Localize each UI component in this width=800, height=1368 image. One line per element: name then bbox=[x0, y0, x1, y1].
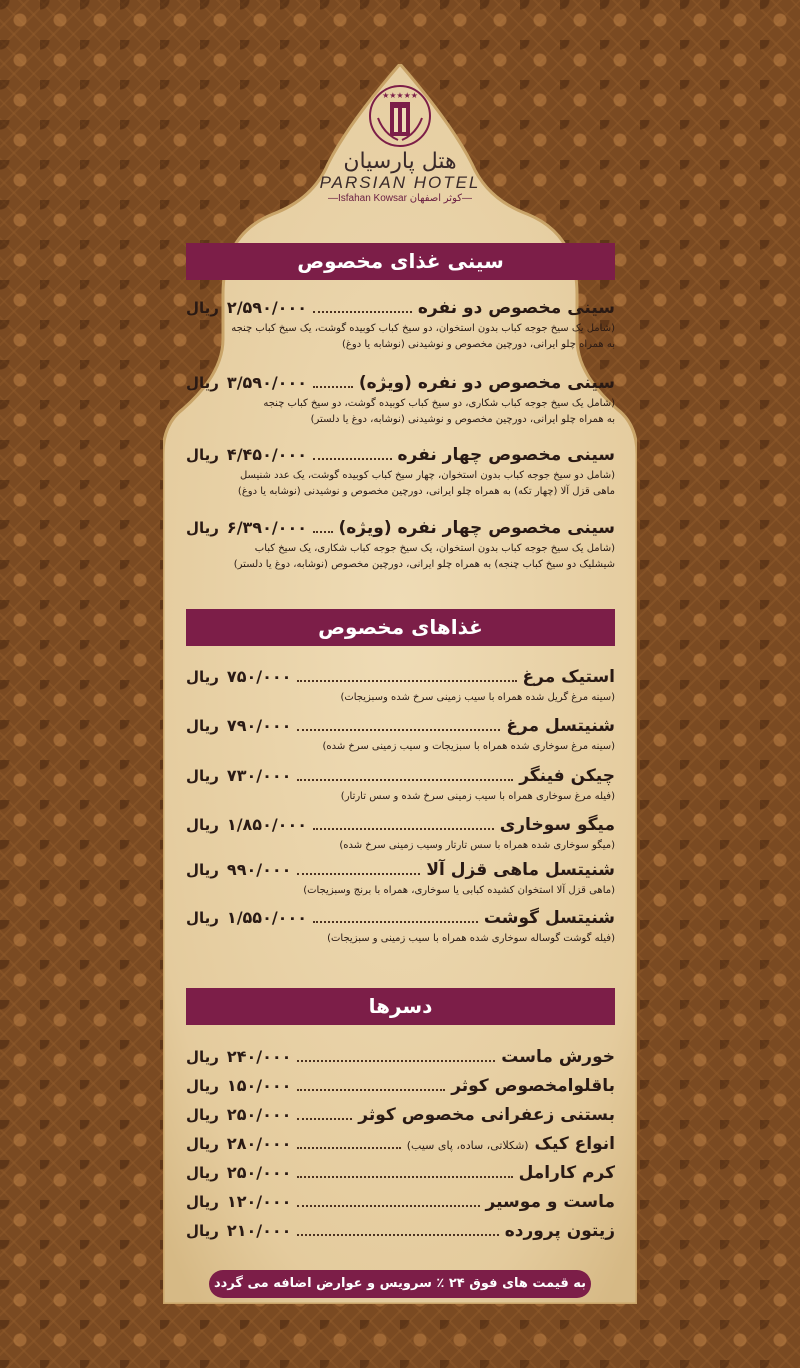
leader-dots bbox=[297, 1220, 498, 1236]
currency-label: ریال bbox=[186, 446, 219, 464]
section-header-desserts: دسرها bbox=[186, 988, 615, 1025]
item-price: ۹۹۰/۰۰۰ bbox=[226, 860, 292, 879]
item-name: ماست و موسیر bbox=[485, 1192, 615, 1212]
currency-label: ریال bbox=[186, 767, 219, 785]
menu-item bbox=[186, 664, 615, 706]
leader-dots bbox=[297, 765, 513, 781]
menu-item bbox=[186, 1218, 615, 1244]
item-price: ۷۳۰/۰۰۰ bbox=[226, 766, 292, 785]
currency-label: ریال bbox=[186, 1164, 219, 1182]
item-price: ۲۴۰/۰۰۰ bbox=[226, 1047, 292, 1066]
leader-dots bbox=[297, 1046, 495, 1062]
item-price: ۷۵۰/۰۰۰ bbox=[226, 667, 292, 686]
item-price: ۱/۸۵۰/۰۰۰ bbox=[226, 815, 307, 834]
currency-label: ریال bbox=[186, 1106, 219, 1124]
menu-item bbox=[186, 1131, 615, 1157]
currency-label: ریال bbox=[186, 519, 219, 537]
item-description: (شامل یک سیخ جوجه کباب شکاری، دو سیخ کباب کوبیده گوشت، دو سیخ کباب چنجه bbox=[263, 398, 615, 409]
item-price: ۲۵۰/۰۰۰ bbox=[226, 1163, 292, 1182]
item-description: (شامل یک سیخ جوجه کباب بدون استخوان، دو سیخ کباب کوبیده گوشت، یک سیخ کباب چنجه bbox=[231, 323, 615, 334]
leader-dots bbox=[297, 1162, 512, 1178]
menu-item bbox=[186, 812, 615, 854]
item-description: (شامل یک سیخ جوجه کباب بدون استخوان، یک سیخ جوجه کباب شکاری، یک سیخ کباب bbox=[254, 543, 615, 554]
item-name: میگو سوخاری bbox=[499, 815, 615, 835]
leader-dots bbox=[297, 715, 500, 731]
item-price: ۳/۵۹۰/۰۰۰ bbox=[226, 373, 307, 392]
item-name: باقلوامخصوص کوثر bbox=[451, 1076, 615, 1096]
menu-item bbox=[186, 515, 615, 573]
leader-dots bbox=[297, 1191, 479, 1207]
item-name: سینی مخصوص چهار نفره (ویژه) bbox=[338, 518, 615, 538]
item-note: (شکلاتی، ساده، پای سیب) bbox=[406, 1139, 529, 1152]
item-name: سینی مخصوص دو نفره bbox=[417, 298, 615, 318]
item-price: ۱/۵۵۰/۰۰۰ bbox=[226, 908, 307, 927]
section-header-special-dishes: غذاهای مخصوص bbox=[186, 609, 615, 646]
item-price: ۱۵۰/۰۰۰ bbox=[226, 1076, 292, 1095]
currency-label: ریال bbox=[186, 1222, 219, 1240]
currency-label: ریال bbox=[186, 374, 219, 392]
item-description: به همراه چلو ایرانی، دورچین مخصوص و نوشیدنی (نوشابه، دوغ یا دلستر) bbox=[310, 414, 615, 425]
leader-dots bbox=[313, 297, 412, 313]
item-name: شنیتسل ماهی قزل آلا bbox=[426, 860, 615, 880]
hotel-logo bbox=[300, 84, 500, 214]
item-name: استیک مرغ bbox=[522, 667, 615, 687]
item-price: ۶/۳۹۰/۰۰۰ bbox=[226, 518, 307, 537]
menu-item bbox=[186, 442, 615, 500]
item-description: (فیله مرغ سوخاری همراه با سیب زمینی سرخ شده و سس تارتار) bbox=[340, 791, 615, 802]
menu-item bbox=[186, 713, 615, 755]
leader-dots bbox=[313, 814, 494, 830]
menu-item bbox=[186, 763, 615, 805]
menu-item bbox=[186, 1073, 615, 1099]
item-name: چیکن فینگر bbox=[519, 766, 615, 786]
item-description: (شامل دو سیخ جوجه کباب بدون استخوان، چهار سیخ کباب کوبیده گوشت، یک عدد شنیسل bbox=[239, 470, 615, 481]
item-name: شنیتسل مرغ bbox=[506, 716, 615, 736]
currency-label: ریال bbox=[186, 1193, 219, 1211]
item-price: ۱۲۰/۰۰۰ bbox=[226, 1192, 292, 1211]
currency-label: ریال bbox=[186, 909, 219, 927]
item-name: بستنی زعفرانی مخصوص کوثر bbox=[358, 1105, 615, 1125]
item-name bbox=[407, 1131, 615, 1159]
currency-label: ریال bbox=[186, 668, 219, 686]
leader-dots bbox=[313, 907, 478, 923]
currency-label: ریال bbox=[186, 816, 219, 834]
item-name-text: انواع کیک bbox=[534, 1134, 615, 1154]
leader-dots bbox=[313, 517, 333, 533]
hotel-emblem-icon bbox=[368, 84, 432, 148]
item-name: زیتون پرورده bbox=[504, 1221, 615, 1241]
item-price: ۷۹۰/۰۰۰ bbox=[226, 716, 292, 735]
menu-item bbox=[186, 1160, 615, 1186]
brand-name-en: PARSIAN HOTEL bbox=[319, 173, 481, 192]
service-charge-note: به قیمت های فوق ۲۴ ٪ سرویس و عوارض اضافه می گردد bbox=[209, 1270, 591, 1298]
item-name: شنیتسل گوشت bbox=[483, 908, 615, 928]
svg-text:★★★★★: ★★★★★ bbox=[382, 91, 418, 100]
currency-label: ریال bbox=[186, 1077, 219, 1095]
item-price: ۲۵۰/۰۰۰ bbox=[226, 1105, 292, 1124]
currency-label: ریال bbox=[186, 1048, 219, 1066]
menu-item bbox=[186, 1044, 615, 1070]
item-name: سینی مخصوص چهار نفره bbox=[397, 445, 615, 465]
item-name: کرم کارامل bbox=[518, 1163, 615, 1183]
menu-item bbox=[186, 1189, 615, 1215]
item-price: ۴/۴۵۰/۰۰۰ bbox=[226, 445, 307, 464]
item-price: ۲/۵۹۰/۰۰۰ bbox=[226, 298, 307, 317]
item-description: به همراه چلو ایرانی، دورچین مخصوص و نوشیدنی (نوشابه یا دوغ) bbox=[342, 339, 615, 350]
brand-name-fa: هتل پارسیان bbox=[343, 149, 457, 174]
currency-label: ریال bbox=[186, 717, 219, 735]
currency-label: ریال bbox=[186, 1135, 219, 1153]
leader-dots bbox=[297, 1104, 352, 1120]
item-description: (ماهی قزل آلا استخوان کشیده کبابی یا سوخاری، همراه با برنج وسبزیجات) bbox=[303, 885, 615, 896]
leader-dots bbox=[297, 1075, 445, 1091]
leader-dots bbox=[313, 372, 353, 388]
menu-item bbox=[186, 295, 615, 353]
menu-item bbox=[186, 1102, 615, 1128]
leader-dots bbox=[313, 444, 392, 460]
menu-item bbox=[186, 905, 615, 947]
item-description: (سینه مرغ سوخاری شده همراه با سبزیجات و سیب زمینی سرخ شده) bbox=[322, 741, 615, 752]
item-description: (سینه مرغ گریل شده همراه با سیب زمینی سرخ شده وسبزیجات) bbox=[340, 692, 615, 703]
menu-item bbox=[186, 857, 615, 899]
item-name: خورش ماست bbox=[501, 1047, 615, 1067]
item-description: ماهی قزل آلا (چهار تکه) به همراه چلو ایرانی، دورچین مخصوص و نوشیدنی (نوشابه یا دوغ) bbox=[237, 486, 615, 497]
currency-label: ریال bbox=[186, 861, 219, 879]
item-description: (فیله گوشت گوساله سوخاری شده همراه با سیب زمینی و سبزیجات) bbox=[327, 933, 615, 944]
leader-dots bbox=[297, 666, 516, 682]
leader-dots bbox=[297, 859, 420, 875]
item-name: سینی مخصوص دو نفره (ویژه) bbox=[358, 373, 615, 393]
menu-item bbox=[186, 370, 615, 428]
currency-label: ریال bbox=[186, 299, 219, 317]
leader-dots bbox=[297, 1133, 400, 1149]
brand-subtitle: —Isfahan Kowsar کوثر اصفهان— bbox=[327, 193, 473, 204]
item-description: (میگو سوخاری شده همراه با سس تارتار وسیب زمینی سرخ شده) bbox=[339, 840, 615, 851]
section-header-special-trays: سینی غذای مخصوص bbox=[186, 243, 615, 280]
item-price: ۲۸۰/۰۰۰ bbox=[226, 1134, 292, 1153]
item-price: ۲۱۰/۰۰۰ bbox=[226, 1221, 292, 1240]
item-description: شیشلیک دو سیخ کباب چنجه) به همراه چلو ایرانی، دورچین مخصوص (نوشابه، دوغ یا دلستر) bbox=[233, 559, 615, 570]
